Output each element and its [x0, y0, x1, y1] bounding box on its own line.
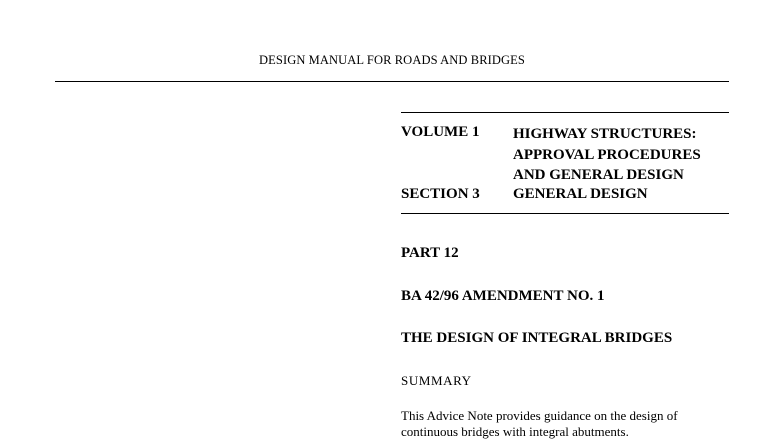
summary-heading: SUMMARY [401, 373, 472, 388]
volume-title-line: HIGHWAY STRUCTURES: [513, 126, 697, 142]
title-block-top-rule [401, 112, 729, 113]
section-label: SECTION 3 [401, 186, 480, 202]
title-block-bottom-rule [401, 213, 729, 214]
volume-title-line: APPROVAL PROCEDURES [513, 146, 701, 163]
volume-title-line: AND GENERAL DESIGN [513, 167, 684, 183]
summary-text [401, 408, 731, 440]
summary-line: continuous bridges with integral abutments. [401, 424, 629, 439]
volume-label: VOLUME 1 [401, 124, 480, 140]
section-title: GENERAL DESIGN [513, 186, 648, 202]
summary-line: This Advice Note provides guidance on the design of [401, 408, 678, 423]
document-reference: BA 42/96 AMENDMENT NO. 1 [401, 288, 605, 304]
running-header-text: DESIGN MANUAL FOR ROADS AND BRIDGES [259, 53, 525, 67]
part-number: PART 12 [401, 245, 459, 261]
header-rule [55, 81, 729, 82]
running-header [0, 53, 784, 68]
document-title: THE DESIGN OF INTEGRAL BRIDGES [401, 330, 673, 346]
volume-title [513, 124, 743, 186]
